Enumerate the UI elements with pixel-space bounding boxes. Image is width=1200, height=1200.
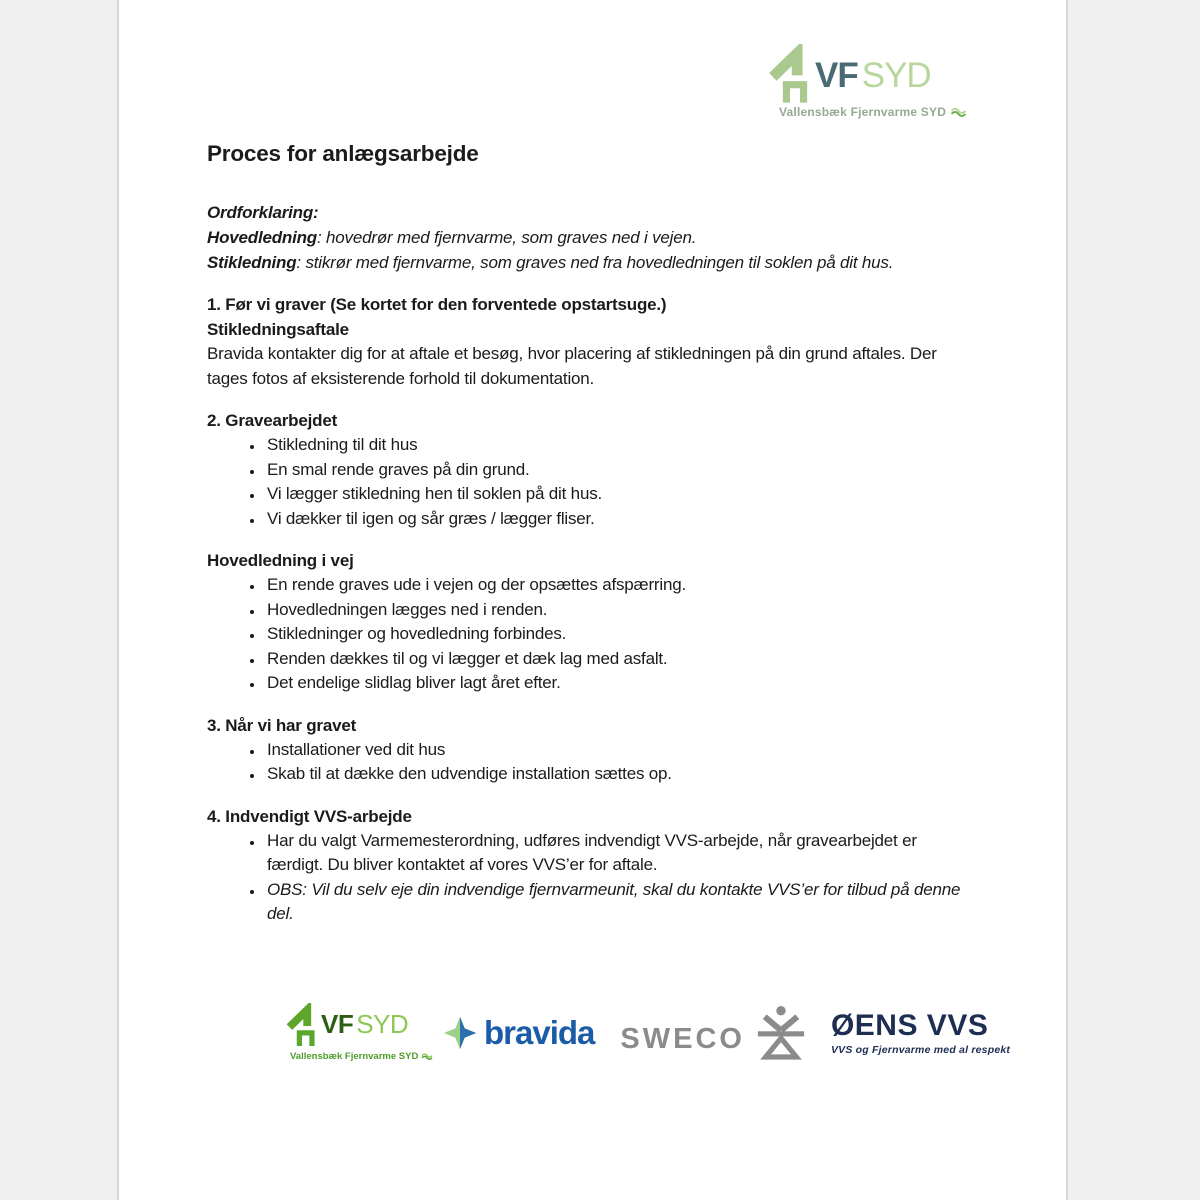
section-indoor-vvs (207, 804, 973, 927)
list-item: • Renden dækkes til og vi lægger et dæk lag med asfalt. (264, 647, 973, 672)
section-subheading: Stikledningsaftale (207, 320, 349, 339)
section-heading: 3. Når vi har gravet (207, 715, 357, 735)
glossary-item-stikledning (207, 250, 973, 275)
glossary-definition: : stikrør med fjernvarme, som graves ned fra hovedledningen til soklen på dit hus. (296, 253, 894, 272)
oens-vvs-tagline: VVS og Fjernvarme med al respekt (830, 1043, 1011, 1056)
vfsyd-subtitle-text: Vallensbæk Fjernvarme SYD (779, 105, 947, 119)
document-page (117, 0, 1068, 1200)
section-heading: Hovedledning i vej (207, 551, 354, 570)
sweco-person-icon (757, 1002, 805, 1064)
list-item: • Vi lægger stikledning hen til soklen på dit hus. (264, 482, 973, 507)
vfsyd-syd-text: SYD (356, 1009, 409, 1039)
list-item: • Det endelige slidlag bliver lagt året efter. (264, 671, 973, 696)
bullet-list (207, 573, 973, 696)
glossary-definition: : hovedrør med fjernvarme, som graves ned i vejen. (317, 228, 697, 247)
bullet-list (207, 738, 973, 787)
list-item: • Skab til at dække den udvendige installation sættes op. (264, 762, 973, 787)
page-title: Proces for anlægsarbejde (207, 141, 479, 166)
glossary-section (207, 200, 973, 275)
oens-vvs-wordmark: ØENS VVS (830, 1008, 989, 1042)
bullet-list (207, 829, 973, 927)
oens-vvs-logo (830, 1008, 1011, 1056)
list-item: • En rende graves ude i vejen og der opsættes afspærring. (264, 573, 973, 598)
list-item: • En smal rende graves på din grund. (264, 458, 973, 483)
bravida-star-icon (443, 1016, 477, 1050)
vfsyd-logo-footer (285, 1001, 417, 1065)
sweco-wordmark: SWECO (620, 1023, 745, 1055)
list-item: • Har du valgt Varmemesterordning, udføres indvendigt VVS-arbejde, når gravearbejdet er færdigt. Du bliver kontaktet af vores VVS’er for aftale. (264, 829, 973, 878)
glossary-heading-text: Ordforklaring: (207, 203, 319, 222)
section-paragraph: Bravida kontakter dig for at aftale et besøg, hvor placering af stikledningen på din grund aftales. Der tages fotos af eksisterende forhold til dokumentation. (207, 344, 937, 388)
vfsyd-wave-icon (421, 1053, 433, 1060)
sweco-logo (620, 1002, 805, 1064)
document-content (207, 0, 973, 927)
section-main-pipe (207, 548, 973, 696)
section-heading: 2. Gravearbejdet (207, 411, 338, 430)
footer-logos (285, 996, 1010, 1070)
vfsyd-vf-text: VF (815, 56, 858, 95)
vfsyd-subtitle-text: Vallensbæk Fjernvarme SYD (290, 1051, 419, 1062)
vfsyd-wordmark (321, 1009, 408, 1040)
glossary-term: Stikledning (207, 253, 297, 272)
list-item: • Hovedledningen lægges ned i renden. (264, 598, 973, 623)
bravida-wordmark: bravida (484, 1014, 595, 1051)
section-before-digging (207, 292, 973, 391)
section-heading: 1. Før vi graver (Se kortet for den forventede opstartsuge.) (207, 295, 667, 314)
section-after-digging (207, 713, 973, 787)
vfsyd-subtitle (290, 1051, 433, 1062)
list-item: • Vi dækker til igen og sår græs / lægger fliser. (264, 507, 973, 532)
list-item: • Stikledning til dit hus (264, 433, 973, 458)
section-digging-work (207, 408, 973, 531)
glossary-item-hovedledning (207, 225, 973, 250)
section-heading: 4. Indvendigt VVS-arbejde (207, 806, 412, 826)
glossary-term: Hovedledning (207, 228, 317, 247)
glossary-heading (207, 200, 973, 225)
list-item: • Installationer ved dit hus (264, 738, 973, 763)
bullet-list (207, 433, 973, 531)
vfsyd-house-icon (285, 1003, 319, 1047)
list-item-obs: • OBS: Vil du selv eje din indvendige fjernvarmeunit, skal du kontakte VVS’er for tilbud på denne del. (264, 878, 973, 927)
list-item: • Stikledninger og hovedledning forbindes. (264, 622, 973, 647)
vfsyd-vf-text: VF (321, 1009, 354, 1039)
vfsyd-syd-text: SYD (861, 56, 931, 95)
bravida-logo (443, 1014, 594, 1052)
